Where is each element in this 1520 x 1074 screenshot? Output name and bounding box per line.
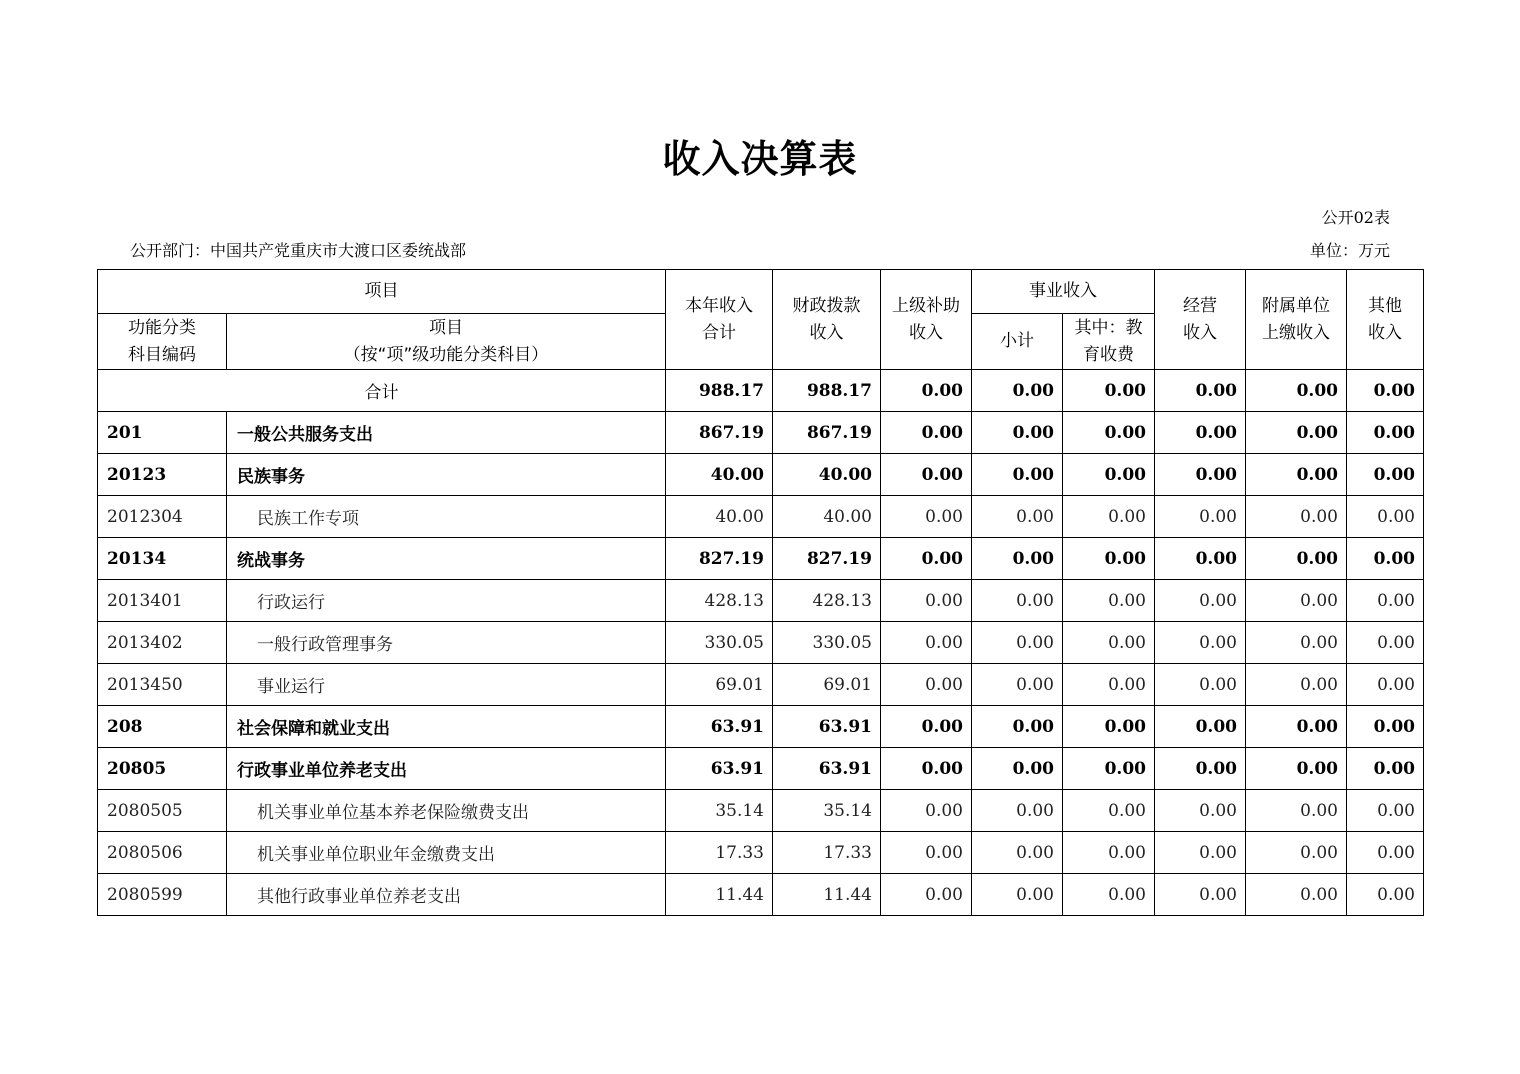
row-value: 35.14	[773, 790, 881, 832]
row-value: 0.00	[972, 454, 1063, 496]
header-superior: 上级补助收入	[881, 270, 972, 370]
row-value: 0.00	[1155, 874, 1246, 916]
row-value: 40.00	[666, 496, 773, 538]
row-value: 11.44	[666, 874, 773, 916]
row-value: 0.00	[972, 664, 1063, 706]
row-name: 行政事业单位养老支出	[227, 748, 666, 790]
row-value: 330.05	[773, 622, 881, 664]
header-item-group: 项目	[98, 270, 666, 314]
department-label: 公开部门：中国共产党重庆市大渡口区委统战部	[130, 241, 467, 260]
row-name: 其他行政事业单位养老支出	[227, 874, 666, 916]
row-value: 0.00	[1347, 412, 1424, 454]
row-value: 0.00	[1347, 706, 1424, 748]
row-value: 0.00	[1347, 790, 1424, 832]
row-value: 867.19	[666, 412, 773, 454]
row-value: 0.00	[1347, 622, 1424, 664]
row-value: 63.91	[773, 706, 881, 748]
row-value: 0.00	[972, 790, 1063, 832]
row-value: 0.00	[1246, 664, 1347, 706]
header-fiscal: 财政拨款收入	[773, 270, 881, 370]
row-value: 0.00	[1246, 748, 1347, 790]
row-value: 0.00	[881, 538, 972, 580]
row-value: 428.13	[666, 580, 773, 622]
row-value: 0.00	[881, 622, 972, 664]
row-value: 0.00	[1246, 874, 1347, 916]
row-value: 0.00	[1155, 832, 1246, 874]
row-code: 2013450	[98, 664, 227, 706]
row-value: 0.00	[1246, 622, 1347, 664]
row-value: 0.00	[972, 622, 1063, 664]
row-name: 事业运行	[227, 664, 666, 706]
table-row	[98, 496, 1424, 538]
row-value: 0.00	[1063, 748, 1155, 790]
row-code: 20805	[98, 748, 227, 790]
row-value: 0.00	[881, 496, 972, 538]
row-value: 827.19	[773, 538, 881, 580]
row-code: 2080506	[98, 832, 227, 874]
total-value: 0.00	[1155, 370, 1246, 412]
total-value: 0.00	[881, 370, 972, 412]
row-value: 0.00	[1155, 454, 1246, 496]
row-value: 0.00	[1155, 748, 1246, 790]
table-row	[98, 622, 1424, 664]
table-row	[98, 538, 1424, 580]
row-value: 0.00	[1155, 412, 1246, 454]
row-value: 0.00	[1246, 706, 1347, 748]
row-code: 2013401	[98, 580, 227, 622]
header-business-group: 事业收入	[972, 270, 1155, 314]
table-row	[98, 412, 1424, 454]
row-value: 0.00	[972, 832, 1063, 874]
row-value: 0.00	[881, 706, 972, 748]
row-value: 0.00	[1246, 790, 1347, 832]
row-name: 民族工作专项	[227, 496, 666, 538]
row-value: 0.00	[1063, 622, 1155, 664]
row-value: 0.00	[972, 706, 1063, 748]
table-row	[98, 748, 1424, 790]
row-value: 0.00	[1347, 664, 1424, 706]
table-row	[98, 832, 1424, 874]
total-value: 988.17	[773, 370, 881, 412]
total-label: 合计	[98, 370, 666, 412]
row-code: 20134	[98, 538, 227, 580]
row-value: 0.00	[881, 748, 972, 790]
row-value: 0.00	[1155, 790, 1246, 832]
row-value: 330.05	[666, 622, 773, 664]
row-value: 0.00	[972, 874, 1063, 916]
row-value: 0.00	[972, 538, 1063, 580]
row-value: 0.00	[1063, 454, 1155, 496]
row-value: 428.13	[773, 580, 881, 622]
row-value: 0.00	[1155, 622, 1246, 664]
row-value: 0.00	[1347, 454, 1424, 496]
row-value: 0.00	[1155, 706, 1246, 748]
row-value: 0.00	[1155, 580, 1246, 622]
header-item-label: 项目	[429, 317, 463, 338]
income-table	[97, 269, 1424, 916]
row-code: 2080505	[98, 790, 227, 832]
row-code: 2012304	[98, 496, 227, 538]
total-value: 0.00	[1246, 370, 1347, 412]
row-value: 0.00	[1246, 496, 1347, 538]
row-value: 11.44	[773, 874, 881, 916]
row-value: 0.00	[1246, 832, 1347, 874]
row-value: 0.00	[1347, 580, 1424, 622]
row-value: 0.00	[1063, 580, 1155, 622]
row-value: 0.00	[1063, 412, 1155, 454]
row-name: 一般公共服务支出	[227, 412, 666, 454]
table-row	[98, 874, 1424, 916]
unit-label: 单位：万元	[1309, 241, 1390, 260]
row-value: 0.00	[1347, 832, 1424, 874]
total-value: 0.00	[972, 370, 1063, 412]
row-name: 一般行政管理事务	[227, 622, 666, 664]
row-value: 0.00	[1347, 538, 1424, 580]
row-value: 867.19	[773, 412, 881, 454]
form-number: 公开02表	[1321, 208, 1390, 227]
table-row	[98, 790, 1424, 832]
row-value: 63.91	[666, 748, 773, 790]
row-value: 63.91	[773, 748, 881, 790]
row-value: 0.00	[881, 874, 972, 916]
table-row	[98, 706, 1424, 748]
row-value: 63.91	[666, 706, 773, 748]
row-value: 0.00	[1063, 874, 1155, 916]
row-value: 0.00	[881, 790, 972, 832]
row-value: 40.00	[773, 496, 881, 538]
row-value: 0.00	[1347, 496, 1424, 538]
row-value: 0.00	[972, 580, 1063, 622]
row-value: 0.00	[972, 412, 1063, 454]
row-value: 0.00	[1063, 706, 1155, 748]
row-value: 0.00	[1155, 496, 1246, 538]
row-value: 0.00	[1246, 580, 1347, 622]
row-value: 0.00	[1063, 664, 1155, 706]
row-value: 0.00	[1155, 664, 1246, 706]
row-value: 0.00	[1063, 538, 1155, 580]
row-code: 20123	[98, 454, 227, 496]
total-row	[98, 370, 1424, 412]
total-value: 0.00	[1347, 370, 1424, 412]
page-title: 收入决算表	[662, 137, 858, 181]
row-name: 行政运行	[227, 580, 666, 622]
row-value: 827.19	[666, 538, 773, 580]
table-row	[98, 664, 1424, 706]
header-operating: 经营收入	[1155, 270, 1246, 370]
row-name: 统战事务	[227, 538, 666, 580]
header-total-income: 本年收入合计	[666, 270, 773, 370]
row-value: 69.01	[666, 664, 773, 706]
table-body	[98, 370, 1424, 916]
row-name: 社会保障和就业支出	[227, 706, 666, 748]
row-value: 35.14	[666, 790, 773, 832]
row-code: 201	[98, 412, 227, 454]
row-value: 40.00	[666, 454, 773, 496]
row-value: 0.00	[1246, 538, 1347, 580]
row-value: 69.01	[773, 664, 881, 706]
row-value: 0.00	[972, 496, 1063, 538]
total-value: 988.17	[666, 370, 773, 412]
header-code: 功能分类科目编码	[98, 314, 227, 370]
row-value: 0.00	[881, 664, 972, 706]
row-value: 0.00	[1063, 832, 1155, 874]
header-affiliated: 附属单位上缴收入	[1246, 270, 1347, 370]
row-value: 0.00	[1063, 496, 1155, 538]
row-value: 40.00	[773, 454, 881, 496]
table-row	[98, 580, 1424, 622]
row-value: 0.00	[881, 412, 972, 454]
row-value: 0.00	[881, 454, 972, 496]
row-value: 0.00	[1347, 748, 1424, 790]
total-value: 0.00	[1063, 370, 1155, 412]
row-code: 2013402	[98, 622, 227, 664]
row-value: 0.00	[1246, 454, 1347, 496]
row-code: 2080599	[98, 874, 227, 916]
header-item-sub: （按“项”级功能分类科目）	[343, 344, 549, 365]
header-subtotal: 小计	[972, 314, 1063, 370]
row-value: 17.33	[666, 832, 773, 874]
row-code: 208	[98, 706, 227, 748]
header-other: 其他收入	[1347, 270, 1424, 370]
row-value: 0.00	[1347, 874, 1424, 916]
header-item	[227, 314, 666, 370]
row-value: 0.00	[1063, 790, 1155, 832]
table-row	[98, 454, 1424, 496]
row-name: 机关事业单位职业年金缴费支出	[227, 832, 666, 874]
row-name: 机关事业单位基本养老保险缴费支出	[227, 790, 666, 832]
row-value: 0.00	[881, 832, 972, 874]
row-value: 17.33	[773, 832, 881, 874]
row-value: 0.00	[881, 580, 972, 622]
row-value: 0.00	[1155, 538, 1246, 580]
row-name: 民族事务	[227, 454, 666, 496]
row-value: 0.00	[972, 748, 1063, 790]
header-education: 其中：教育收费	[1063, 314, 1155, 370]
row-value: 0.00	[1246, 412, 1347, 454]
